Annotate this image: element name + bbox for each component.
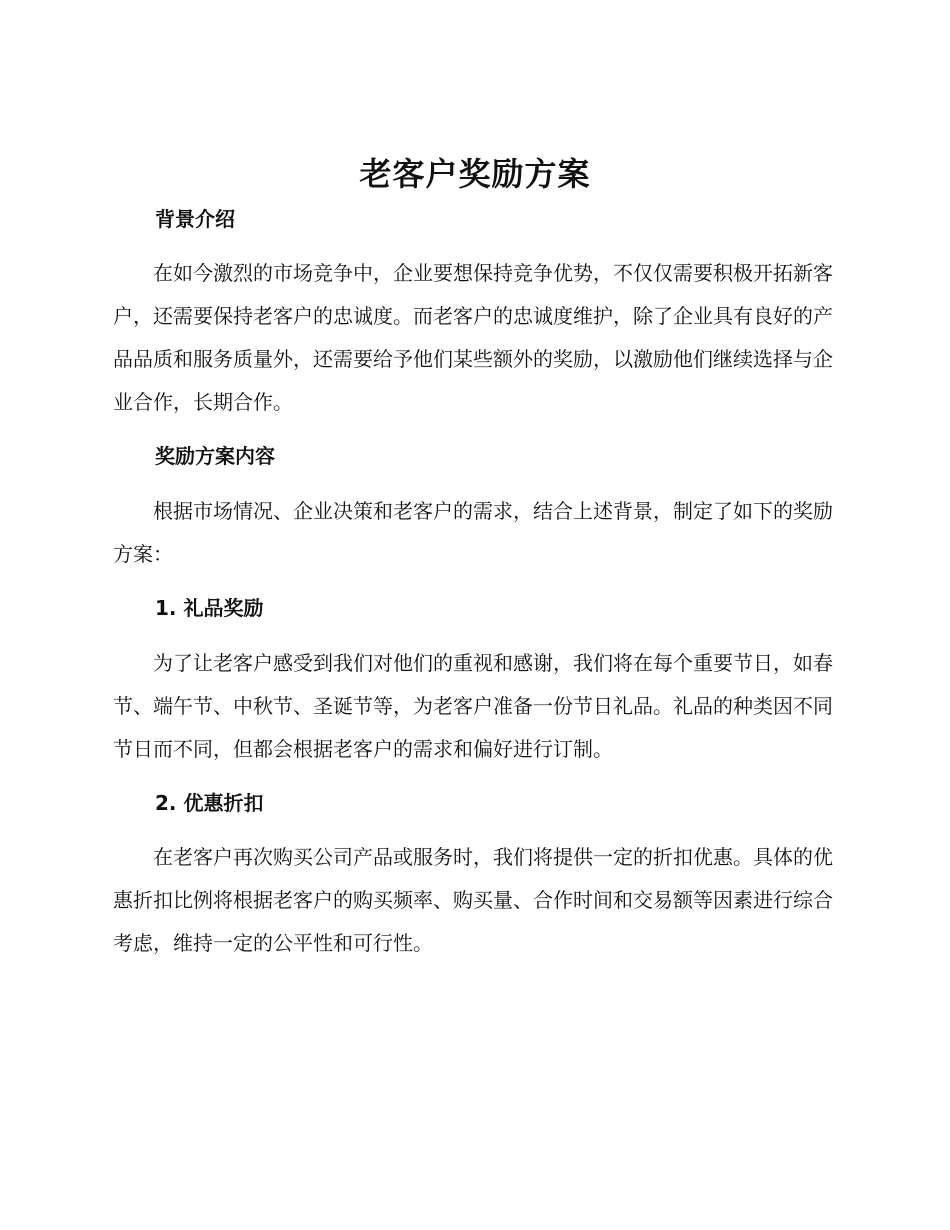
section-heading-gift-reward: 1. 礼品奖励	[155, 596, 264, 620]
section-heading-background: 背景介绍	[155, 207, 235, 231]
section-heading-plan-content: 奖励方案内容	[155, 444, 275, 468]
section-paragraph-background: 在如今激烈的市场竞争中，企业要想保持竞争优势，不仅仅需要积极开拓新客户，还需要保持老客户的忠诚度。而老客户的忠诚度维护，除了企业具有良好的产品品质和服务质量外，还需要给予他们某些额外的奖励，以激励他们继续选择与企业合作，长期合作。	[113, 261, 833, 414]
section-paragraph-plan-content: 根据市场情况、企业决策和老客户的需求，结合上述背景，制定了如下的奖励方案：	[113, 499, 833, 566]
section-paragraph-gift-reward: 为了让老客户感受到我们对他们的重视和感谢，我们将在每个重要节日，如春节、端午节、中秋节、圣诞节等，为老客户准备一份节日礼品。礼品的种类因不同节日而不同，但都会根据老客户的需求和偏好进行订制。	[113, 651, 833, 761]
section-paragraph-discount: 在老客户再次购买公司产品或服务时，我们将提供一定的折扣优惠。具体的优惠折扣比例将根据老客户的购买频率、购买量、合作时间和交易额等因素进行综合考虑，维持一定的公平性和可行性。	[113, 845, 833, 955]
section-heading-discount: 2. 优惠折扣	[155, 791, 264, 815]
document-title: 老客户奖励方案	[359, 155, 591, 193]
